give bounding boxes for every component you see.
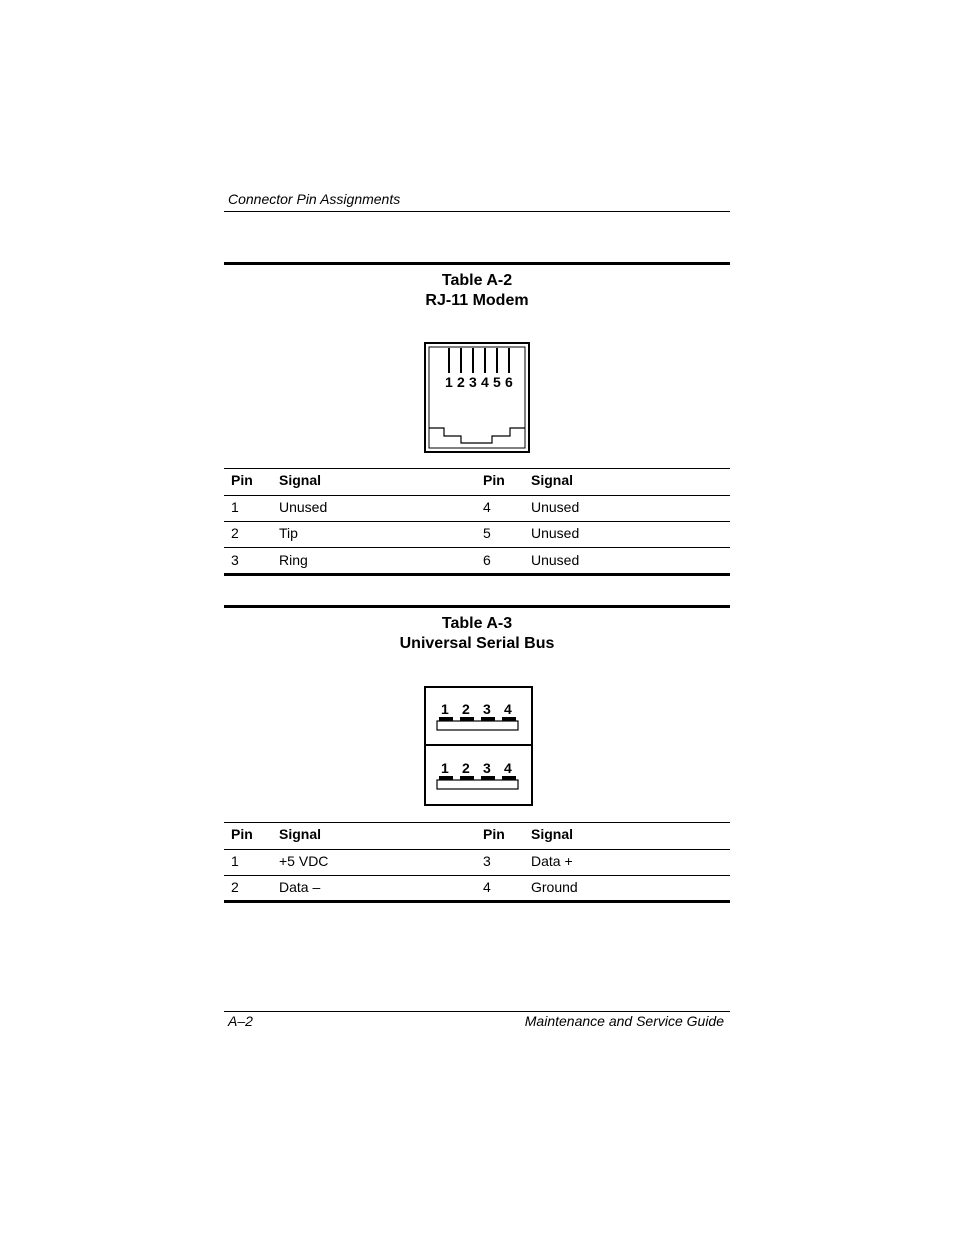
table-a3-title: Universal Serial Bus xyxy=(399,635,555,652)
table-a3-top-rule xyxy=(224,605,730,608)
usb-connector-figure xyxy=(424,686,534,807)
rj11-pin-6: 6 xyxy=(505,374,513,390)
rj11-pin-5: 5 xyxy=(493,374,501,390)
table-a2-bottom-rule xyxy=(224,573,730,576)
table-a2-col-signal-1: Signal xyxy=(279,472,322,488)
table-cell: 1 xyxy=(231,853,239,869)
rj11-pin-4: 4 xyxy=(481,374,489,390)
rj11-pin-3: 3 xyxy=(469,374,477,390)
table-cell: Data + xyxy=(531,853,573,869)
table-a2-col-signal-2: Signal xyxy=(531,472,574,488)
table-cell: Unused xyxy=(531,499,580,515)
usb-top-pin-1: 1 xyxy=(441,701,449,717)
table-a2-col-pin-1: Pin xyxy=(231,472,253,488)
table-cell: Ring xyxy=(279,552,308,568)
table-a3-row-rule xyxy=(224,849,730,850)
table-cell: Unused xyxy=(279,499,328,515)
usb-bottom-pin-4: 4 xyxy=(504,760,512,776)
usb-top-pin-3: 3 xyxy=(483,701,491,717)
usb-bottom-pin-2: 2 xyxy=(462,760,470,776)
table-cell: Data – xyxy=(279,879,321,895)
table-cell: 4 xyxy=(483,879,491,895)
table-a2-number: Table A-2 xyxy=(441,272,513,289)
table-cell: 3 xyxy=(231,552,239,568)
table-a2-title: RJ-11 Modem xyxy=(425,292,529,309)
usb-top-pin-4: 4 xyxy=(504,701,512,717)
table-a2-row-rule xyxy=(224,521,730,522)
page-number: A–2 xyxy=(228,1013,253,1029)
table-cell: 5 xyxy=(483,525,491,541)
rj11-pin-2: 2 xyxy=(457,374,465,390)
table-a3-header-rule xyxy=(224,822,730,823)
guide-title: Maintenance and Service Guide xyxy=(524,1013,724,1029)
table-a2-top-rule xyxy=(224,262,730,265)
table-cell: Ground xyxy=(531,879,578,895)
usb-top-pin-2: 2 xyxy=(462,701,470,717)
table-cell: 6 xyxy=(483,552,491,568)
footer-rule xyxy=(224,1011,730,1012)
table-cell: Tip xyxy=(279,525,298,541)
table-cell: 2 xyxy=(231,879,239,895)
table-a3-col-pin-2: Pin xyxy=(483,826,505,842)
table-cell: 4 xyxy=(483,499,491,515)
table-a3-col-signal-1: Signal xyxy=(279,826,322,842)
usb-bottom-pin-1: 1 xyxy=(441,760,449,776)
rj11-connector-figure xyxy=(424,342,532,454)
table-cell: +5 VDC xyxy=(279,853,329,869)
running-header: Connector Pin Assignments xyxy=(228,191,401,207)
table-a3-col-signal-2: Signal xyxy=(531,826,574,842)
header-rule xyxy=(224,211,730,212)
table-a2-row-rule xyxy=(224,547,730,548)
table-a2-row-rule xyxy=(224,495,730,496)
table-cell: 3 xyxy=(483,853,491,869)
table-cell: 1 xyxy=(231,499,239,515)
table-cell: 2 xyxy=(231,525,239,541)
table-a3-bottom-rule xyxy=(224,900,730,903)
usb-bottom-pin-3: 3 xyxy=(483,760,491,776)
table-a2-col-pin-2: Pin xyxy=(483,472,505,488)
table-a3-number: Table A-3 xyxy=(441,615,513,632)
table-a3-row-rule xyxy=(224,875,730,876)
table-a3-col-pin-1: Pin xyxy=(231,826,253,842)
table-cell: Unused xyxy=(531,552,580,568)
table-a2-header-rule xyxy=(224,468,730,469)
rj11-pin-1: 1 xyxy=(445,374,453,390)
table-cell: Unused xyxy=(531,525,580,541)
